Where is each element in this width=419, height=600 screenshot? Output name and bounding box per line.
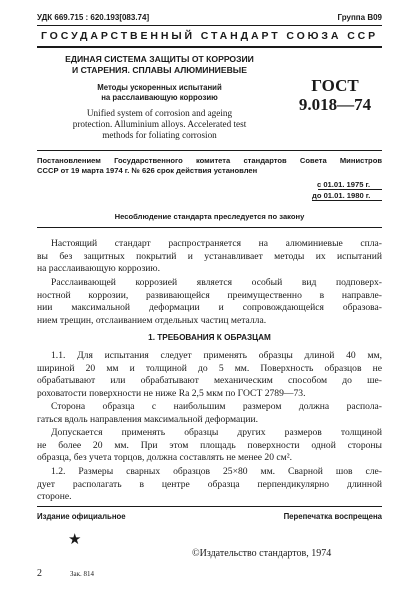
title-line-2: И СТАРЕНИЯ. СПЛАВЫ АЛЮМИНИЕВЫЕ xyxy=(72,65,247,75)
text-line: 1.2. Размеры сварных образцов 25×80 мм. Сварной шов сле- xyxy=(51,466,382,477)
section-1-paragraph-4 xyxy=(37,466,382,504)
text-line: 1.1. Для испытания следует применять образцы длиной 40 мм, xyxy=(51,350,382,361)
intro-paragraph-2 xyxy=(37,277,382,327)
effective-from-underline xyxy=(318,189,382,190)
footer-rule xyxy=(37,506,382,507)
gost-number: 9.018—74 xyxy=(298,95,372,114)
text-line: Настоящий стандарт распространяется на алюминиевые спла- xyxy=(51,238,382,249)
title-rule xyxy=(37,150,382,151)
subtitle-line-2: на расслаивающую коррозию xyxy=(101,93,218,102)
decree-line-2: СССР от 19 марта 1974 г. № 626 срок действия установлен xyxy=(37,166,258,175)
section-1-paragraph-3 xyxy=(37,427,382,465)
section-1-paragraph-1 xyxy=(37,350,382,400)
gost-designation xyxy=(296,76,374,114)
document-title xyxy=(37,54,282,76)
title-line-1: ЕДИНАЯ СИСТЕМА ЗАЩИТЫ ОТ КОРРОЗИИ xyxy=(65,54,254,64)
text-line: образца, без учета торцов, должна составлять не менее 20 см². xyxy=(37,452,293,464)
decree-rule xyxy=(37,227,382,228)
text-line: не более 20 мм. При этом площадь поверхности одной стороны xyxy=(37,439,382,451)
header-rule-bottom xyxy=(37,46,382,48)
copyright-notice: ©Издательство стандартов, 1974 xyxy=(192,548,332,559)
text-line: стороне. xyxy=(37,491,72,503)
legal-notice: Несоблюдение стандарта преследуется по закону xyxy=(114,212,305,221)
text-line: нием трещин, отслаиванием отдельных частиц металла. xyxy=(37,314,267,326)
text-line: обрабатывают или обрабатывают механическим способом до ше- xyxy=(37,375,382,387)
effective-to: до 01.01. 1980 г. xyxy=(312,191,371,200)
section-1-paragraph-2 xyxy=(37,401,382,426)
text-line: ностной коррозии, развивающейся преимущественно в направле- xyxy=(37,289,382,301)
text-line: Допускается применять образцы других размеров толщиной xyxy=(51,427,382,438)
text-line: вы без защитных покрытий и устанавливает методы их испытаний xyxy=(37,250,382,262)
text-line: роховатости поверхности не ниже Ra 2,5 мкм по ГОСТ 2789—73. xyxy=(37,387,306,399)
effective-from: с 01.01. 1975 г. xyxy=(317,180,371,189)
decree-line-1: Постановлением Государственного комитета стандартов Совета Министров xyxy=(37,156,382,165)
subtitle-line-1: Методы ускоренных испытаний xyxy=(97,83,222,92)
effective-to-underline xyxy=(312,200,382,201)
section-1-heading: 1. ТРЕБОВАНИЯ К ОБРАЗЦАМ xyxy=(148,333,271,342)
text-line: Сторона образца с наибольшим размером должна распола- xyxy=(51,401,382,412)
official-edition-label: Издание официальное xyxy=(37,512,126,521)
english-line-1: Unified system of corrosion and ageing xyxy=(86,108,233,118)
page-number: 2 xyxy=(37,568,42,579)
header-rule-top xyxy=(37,25,382,26)
text-line: дует располагать в центре образца перпендикулярно длинной xyxy=(37,478,382,490)
gost-label: ГОСТ xyxy=(311,76,359,95)
group-code: Группа В09 xyxy=(337,13,382,22)
english-title xyxy=(37,108,282,141)
standard-title: ГОСУДАРСТВЕННЫЙ СТАНДАРТ СОЮЗА ССР xyxy=(40,30,379,42)
reprint-prohibited-label: Перепечатка воспрещена xyxy=(283,512,382,521)
intro-paragraph-1 xyxy=(37,238,382,276)
text-line: Расслаивающей коррозией является особый вид подповерх- xyxy=(51,277,382,288)
document-subtitle xyxy=(37,83,282,103)
text-line: нии максимальной деформации и сопровождающейся образова- xyxy=(37,302,382,314)
udk-code: УДК 669.715 : 620.193[083.74] xyxy=(37,13,150,22)
text-line: шириной 20 мм и толщиной до 5 мм. Поверхность образцов не xyxy=(37,362,382,374)
text-line: гаться вдоль направления максимальной деформации. xyxy=(37,413,259,425)
star-icon: ★ xyxy=(68,532,82,548)
order-number: Зак. 814 xyxy=(70,570,95,578)
english-line-3: methods for foliating corrosion xyxy=(102,130,217,140)
english-line-2: protection. Alluminium alloys. Accelerated test xyxy=(72,119,247,129)
text-line: на расслаивающую коррозию. xyxy=(37,263,160,275)
